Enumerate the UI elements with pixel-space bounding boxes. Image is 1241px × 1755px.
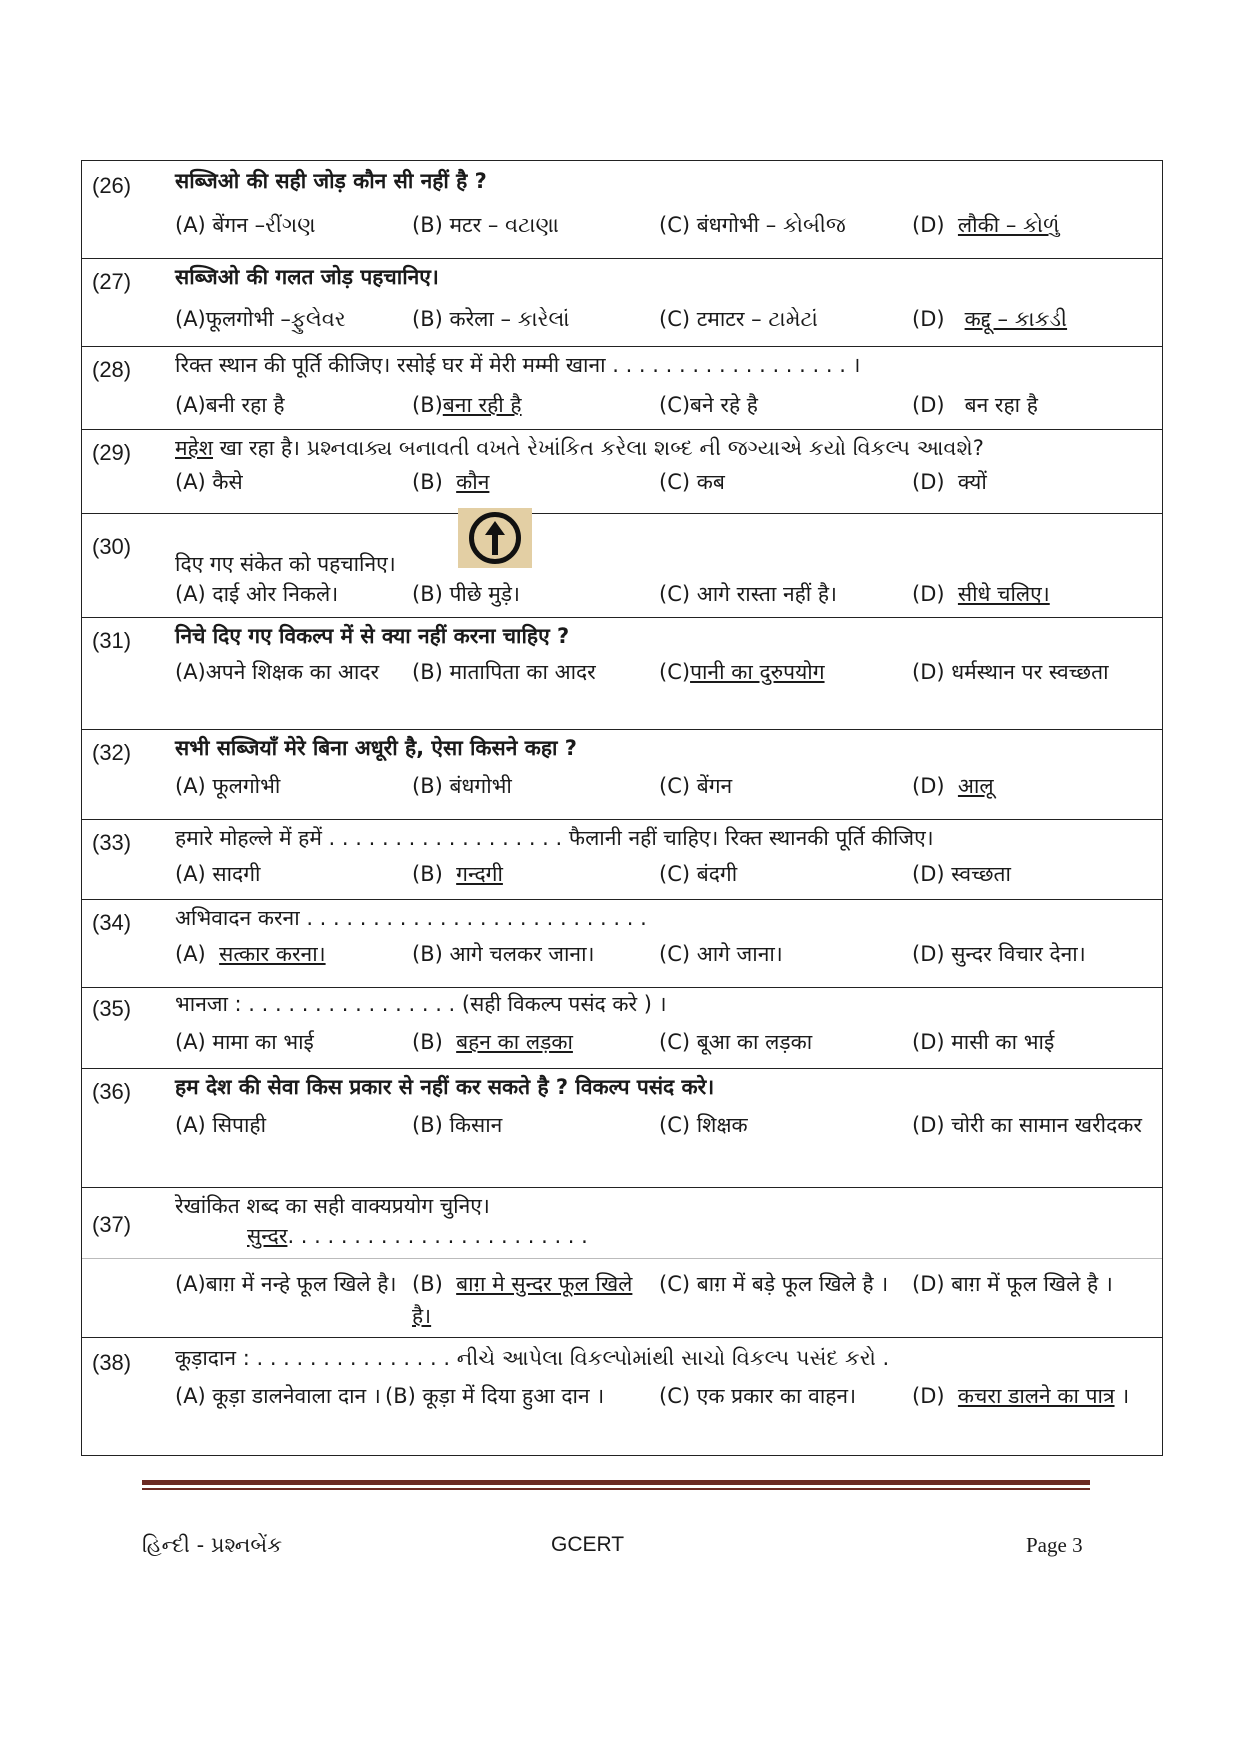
question-row-30 [82, 513, 1162, 617]
question-text: हम देश की सेवा किस प्रकार से नहीं कर सकते है ? विकल्प पसंद करे। [175, 1075, 715, 1099]
question-row-35 [82, 987, 1162, 1068]
question-row-26 [82, 161, 1162, 258]
up-arrow-in-circle-icon [458, 508, 532, 568]
option-c: (C) आगे रास्ता नहीं है। [659, 582, 837, 606]
option-b: (B) बहन का लड़का [412, 1030, 573, 1054]
option-d: (D) क्यों [912, 470, 987, 494]
option-b: (B)बना रही है [412, 393, 522, 417]
option-d: (D) स्वच्छता [912, 862, 1011, 886]
option-b: (B) आगे चलकर जाना। [412, 942, 595, 966]
question-number: (37) [92, 1212, 132, 1237]
question-number: (29) [92, 440, 132, 465]
option-a: (A) मामा का भाई [175, 1030, 314, 1054]
option-c: (C) एक प्रकार का वाहन। [659, 1384, 857, 1408]
option-a: (A) सिपाही [175, 1113, 267, 1137]
question-text: रेखांकित शब्द का सही वाक्यप्रयोग चुनिए। [175, 1194, 490, 1218]
option-c: (C) बंदगी [659, 862, 738, 886]
option-b: (B) कौन [412, 470, 490, 494]
underlined-word-prompt: सुन्दर. . . . . . . . . . . . . . . . . . . . . . . [247, 1224, 588, 1248]
question-row-31 [82, 617, 1162, 729]
question-text: सभी सब्जियाँ मेरे बिना अधूरी है, ऐसा किसने कहा ? [175, 736, 577, 760]
footer-page-number: Page 3 [1026, 1533, 1083, 1557]
footer-rule-thin [142, 1488, 1090, 1490]
question-number: (28) [92, 357, 132, 382]
footer-rule-thick [142, 1480, 1090, 1485]
question-text: निचे दिए गए विकल्प में से क्या नहीं करना चाहिए ? [175, 624, 570, 648]
question-number: (30) [92, 534, 132, 559]
option-c: (C) शिक्षक [659, 1113, 748, 1137]
question-text: महेश खा रहा है। પ્રશ્નવાક્ય બનાવતી વખતે રેખાંકિત કરેલા શબ્દ ની જગ્યાએ કયો વિકલ્પ આવશે? [175, 436, 984, 460]
option-c: (C) बाग़ में बड़े फूल खिले है । [659, 1272, 889, 1296]
option-c: (C) बंधगोभी – કોબીજ [659, 213, 846, 237]
option-d: (D) बन रहा है [912, 393, 1038, 417]
option-d: (D) सुन्दर विचार देना। [912, 942, 1086, 966]
question-row-27 [82, 258, 1162, 346]
question-number: (26) [92, 173, 132, 198]
option-a: (A) कैसे [175, 470, 243, 494]
question-text: भानजा : . . . . . . . . . . . . . . . . (सही विकल्प पसंद करे ) । [175, 992, 667, 1016]
option-a: (A)फूलगोभी –ફુલેવર [175, 307, 346, 331]
question-row-33 [82, 819, 1162, 899]
question-number: (38) [92, 1350, 132, 1375]
option-d: (D) आलू [912, 774, 994, 798]
question-text: हमारे मोहल्ले में हमें . . . . . . . . . . . . . . . . . . फैलानी नहीं चाहिए। रिक्त स्थानकी पूर्ति कीजिए। [175, 826, 934, 850]
option-a: (A)बनी रहा है [175, 393, 285, 417]
question-number: (36) [92, 1079, 132, 1104]
option-b: (B) किसान [412, 1113, 503, 1137]
question-row-28 [82, 346, 1162, 429]
option-b: (B) गन्दगी [412, 862, 503, 886]
inner-divider [82, 1258, 1162, 1259]
question-row-36 [82, 1068, 1162, 1187]
option-b: (B) मटर – વટાણા [412, 213, 559, 237]
option-c: (C) कब [659, 470, 725, 494]
question-text: रिक्त स्थान की पूर्ति कीजिए। रसोई घर में मेरी मम्मी खाना . . . . . . . . . . . . . . . . . . । [175, 353, 861, 377]
option-b: (B) मातापिता का आदर [412, 660, 596, 684]
option-d: (D) लौकी – કોળું [912, 213, 1060, 237]
option-a: (A)बाग़ में नन्हे फूल खिले है। [175, 1272, 397, 1296]
option-d: (D) धर्मस्थान पर स्वच्छता [912, 660, 1109, 684]
option-c: (C) आगे जाना। [659, 942, 783, 966]
option-a: (A) कूड़ा डालनेवाला दान । [175, 1384, 381, 1408]
option-a: (A) बेंगन –રીંગણ [175, 213, 316, 237]
footer-publisher: GCERT [551, 1533, 625, 1556]
option-c: (C) टमाटर – ટામેટાં [659, 307, 818, 331]
question-number: (35) [92, 996, 132, 1021]
question-row-32 [82, 729, 1162, 819]
question-number: (34) [92, 910, 132, 935]
question-text: सब्जिओ की सही जोड़ कौन सी नहीं है ? [175, 169, 487, 193]
option-d: (D) सीधे चलिए। [912, 582, 1050, 606]
option-a: (A) सत्कार करना। [175, 942, 326, 966]
question-row-34 [82, 899, 1162, 987]
question-row-38 [82, 1337, 1162, 1455]
option-d: (D) कद्दू – કાકડી [912, 307, 1068, 331]
question-number: (33) [92, 830, 132, 855]
option-c: (C)बने रहे है [659, 393, 758, 417]
option-b: (B) बंधगोभी [412, 774, 512, 798]
option-d: (D) कचरा डालने का पात्र । [912, 1384, 1130, 1408]
question-text: कूड़ादान : . . . . . . . . . . . . . . . નીચે આપેલા વિકલ્પોમાંથી સાચો વિકલ્પ પસંદ કરો . [175, 1346, 890, 1370]
option-b: (B) बाग़ मे सुन्दर फूल खिले है। [412, 1272, 633, 1328]
footer-subject: હિન્દી - પ્રશ્નબેંક [142, 1533, 283, 1557]
question-text: दिए गए संकेत को पहचानिए। [175, 552, 396, 576]
option-b: (B) पीछे मुड़े। [412, 582, 520, 606]
option-c: (C)पानी का दुरुपयोग [659, 660, 825, 684]
question-row-29 [82, 429, 1162, 513]
option-a: (A) सादगी [175, 862, 261, 886]
question-text: सब्जिओ की गलत जोड़ पहचानिए। [175, 265, 439, 289]
question-row-37 [82, 1187, 1162, 1337]
option-d: (D) बाग़ में फूल खिले है । [912, 1272, 1113, 1296]
option-c: (C) बेंगन [659, 774, 733, 798]
question-table [81, 160, 1163, 1456]
option-a: (A)अपने शिक्षक का आदर [175, 660, 380, 684]
option-b: (B) करेला – કારેલાં [412, 307, 570, 331]
option-a: (A) दाई ओर निकले। [175, 582, 339, 606]
option-b: (B) कूड़ा में दिया हुआ दान । [385, 1384, 605, 1408]
option-a: (A) फूलगोभी [175, 774, 281, 798]
question-number: (31) [92, 628, 132, 653]
option-c: (C) बूआ का लड़का [659, 1030, 813, 1054]
question-number: (27) [92, 269, 132, 294]
option-d: (D) चोरी का सामान खरीदकर [912, 1113, 1142, 1137]
option-d: (D) मासी का भाई [912, 1030, 1055, 1054]
question-text: अभिवादन करना . . . . . . . . . . . . . . . . . . . . . . . . . . [175, 906, 647, 930]
question-number: (32) [92, 740, 132, 765]
